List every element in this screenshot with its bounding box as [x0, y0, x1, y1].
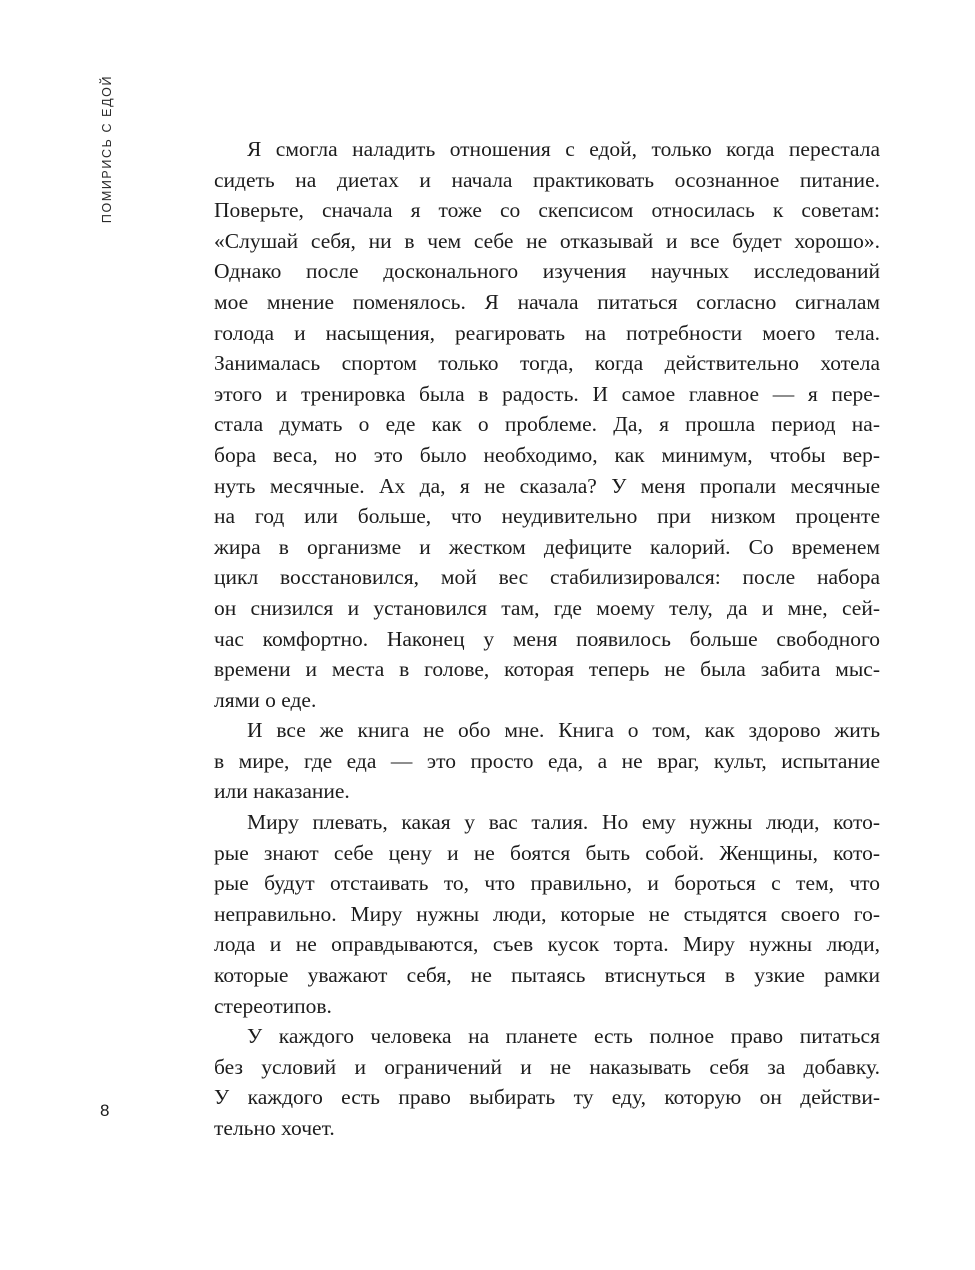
text-line: голода и насыщения, реагировать на потребности моего тела. — [214, 320, 880, 345]
text-line: жира в организме и жестком дефиците калорий. Со временем — [214, 534, 880, 559]
text-line: лями о еде. — [214, 687, 317, 712]
text-line: Однако после досконального изучения научных исследований — [214, 259, 880, 284]
text-line: которые уважают себя, не пытаясь втиснуться в узкие рамки — [214, 963, 880, 988]
text-line: бора веса, но это было необходимо, как минимум, чтобы вер- — [214, 442, 880, 467]
running-head: ПОМИРИСЬ С ЕДОЙ — [100, 74, 114, 224]
text-line: И все же книга не обо мне. Книга о том, как здорово жить — [247, 718, 880, 743]
page-number: 8 — [100, 1101, 110, 1120]
text-line: нуть месячные. Ах да, я не сказала? У меня пропали месячные — [214, 473, 880, 498]
text-line: цикл восстановился, мой вес стабилизировался: после набора — [214, 565, 880, 590]
text-line: Миру плевать, какая у вас талия. Но ему нужны люди, кото- — [247, 810, 880, 835]
text-line: стала думать о еде как о проблеме. Да, я прошла период на- — [214, 412, 880, 437]
text-line: тельно хочет. — [214, 1116, 335, 1140]
text-line: этого и тренировка была в радость. И самое главное — я пере- — [214, 381, 880, 406]
text-line: рые будут отстаивать то, что правильно, и бороться с тем, что — [214, 871, 880, 896]
paragraph — [214, 807, 880, 1021]
text-line: неправильно. Миру нужны люди, которые не стыдятся своего го- — [214, 901, 880, 926]
text-line: или наказание. — [214, 779, 350, 804]
text-line: Занималась спортом только тогда, когда действительно хотела — [214, 351, 880, 376]
text-line: Поверьте, сначала я тоже со скепсисом относилась к советам: — [214, 198, 880, 223]
text-line: У каждого человека на планете есть полное право питаться — [247, 1024, 880, 1049]
text-line: час комфортно. Наконец у меня появилось больше свободного — [214, 626, 880, 651]
text-line: на год или больше, что неудивительно при низком проценте — [214, 504, 880, 529]
text-column — [214, 134, 880, 1144]
text-line: сидеть на диетах и начала практиковать осознанное питание. — [214, 167, 880, 192]
text-line: рые знают себе цену и не боятся быть собой. Женщины, кото- — [214, 840, 880, 865]
paragraph — [214, 1021, 880, 1143]
text-line: в мире, где еда — это просто еда, а не враг, культ, испытание — [214, 748, 880, 773]
text-line: У каждого есть право выбирать ту еду, которую он действи- — [214, 1085, 880, 1110]
text-line: без условий и ограничений и не наказывать себя за добавку. — [214, 1054, 880, 1079]
text-line: стереотипов. — [214, 993, 332, 1018]
text-line: мое мнение поменялось. Я начала питаться согласно сигналам — [214, 289, 880, 314]
text-line: «Слушай себя, ни в чем себе не отказывай и все будет хорошо». — [214, 228, 880, 253]
paragraph — [214, 715, 880, 807]
text-line: он снизился и установился там, где моему телу, да и мне, сей- — [214, 595, 880, 620]
text-line: Я смогла наладить отношения с едой, только когда перестала — [247, 137, 880, 161]
text-line: лода и не оправдываются, съев кусок торта. Миру нужны люди, — [214, 932, 880, 957]
paragraph — [214, 134, 880, 715]
text-line: времени и места в голове, которая теперь не была забита мыс- — [214, 657, 880, 682]
